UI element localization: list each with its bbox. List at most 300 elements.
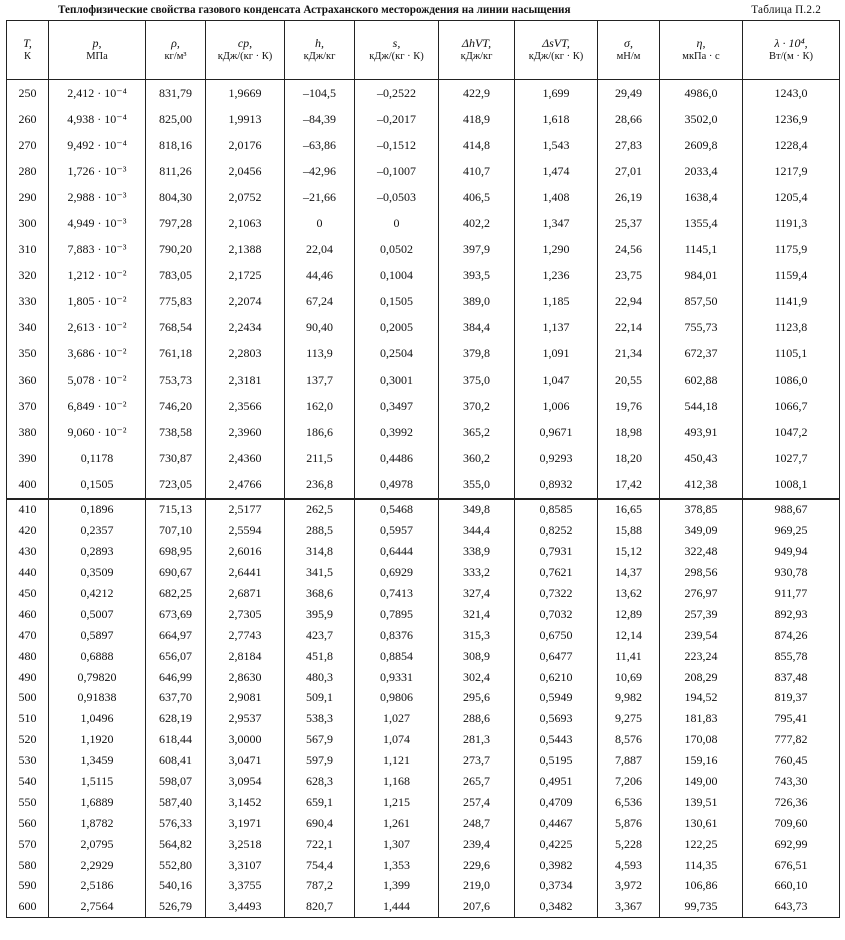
table-cell: 3,1971 (206, 813, 285, 834)
table-row (7, 688, 840, 709)
table-cell: 22,04 (285, 237, 355, 263)
table-cell: 9,492 · 10⁻⁴ (49, 132, 146, 158)
table-cell: 440 (7, 562, 49, 583)
table-row (7, 813, 840, 834)
table-cell: 211,5 (285, 445, 355, 471)
table-cell: 819,37 (743, 688, 840, 709)
table-cell: 874,26 (743, 625, 840, 646)
table-cell: 540 (7, 771, 49, 792)
table-number: Таблица П.2.2 (751, 4, 821, 16)
table-row (7, 750, 840, 771)
table-cell: 618,44 (146, 729, 206, 750)
table-cell: –104,5 (285, 80, 355, 107)
table-cell: 0,7931 (515, 541, 598, 562)
table-cell: 410,7 (439, 158, 515, 184)
table-cell: 2,7743 (206, 625, 285, 646)
table-row (7, 896, 840, 917)
column-unit: мН/м (616, 51, 641, 62)
table-cell: 1,726 · 10⁻³ (49, 158, 146, 184)
table-cell: 672,37 (660, 341, 743, 367)
table-cell: 0,91838 (49, 688, 146, 709)
table-cell: 0,3982 (515, 855, 598, 876)
column-header-8 (598, 21, 660, 80)
table-cell: 602,88 (660, 367, 743, 393)
table-cell: 911,77 (743, 583, 840, 604)
table-cell: 67,24 (285, 289, 355, 315)
table-cell: 0,3497 (355, 393, 439, 419)
table-cell: 984,01 (660, 263, 743, 289)
table-cell: 768,54 (146, 315, 206, 341)
table-cell: 451,8 (285, 646, 355, 667)
table-cell: 493,91 (660, 419, 743, 445)
table-row (7, 132, 840, 158)
table-cell: 0,6750 (515, 625, 598, 646)
table-cell: 1,699 (515, 80, 598, 107)
table-cell: 22,94 (598, 289, 660, 315)
table-cell: 410 (7, 499, 49, 521)
table-cell: 1,261 (355, 813, 439, 834)
table-cell: 753,73 (146, 367, 206, 393)
table-cell: 0,8376 (355, 625, 439, 646)
table-cell: 0,2005 (355, 315, 439, 341)
table-cell: 281,3 (439, 729, 515, 750)
table-cell: 0,0502 (355, 237, 439, 263)
table-cell: 321,4 (439, 604, 515, 625)
table-cell: 0,4978 (355, 471, 439, 498)
table-cell: 349,8 (439, 499, 515, 521)
table-cell: 746,20 (146, 393, 206, 419)
table-cell: 349,09 (660, 520, 743, 541)
table-cell: 3,3755 (206, 876, 285, 897)
table-cell: 0,7413 (355, 583, 439, 604)
table-cell: 576,33 (146, 813, 206, 834)
table-cell: 137,7 (285, 367, 355, 393)
table-cell: 1123,8 (743, 315, 840, 341)
table-cell: 0,7895 (355, 604, 439, 625)
table-cell: 1159,4 (743, 263, 840, 289)
column-unit: кДж/(кг · К) (528, 51, 584, 62)
table-cell: 302,4 (439, 667, 515, 688)
column-unit: кДж/кг (460, 51, 493, 62)
table-cell: 257,4 (439, 792, 515, 813)
table-cell: 4,593 (598, 855, 660, 876)
table-cell: 2,1063 (206, 210, 285, 236)
table-cell: 643,73 (743, 896, 840, 917)
table-cell: 1,137 (515, 315, 598, 341)
table-cell: 12,14 (598, 625, 660, 646)
table-cell: 0,7032 (515, 604, 598, 625)
table-cell: 3,3107 (206, 855, 285, 876)
column-header-2 (146, 21, 206, 80)
table-cell: 3,2518 (206, 834, 285, 855)
column-header-1 (49, 21, 146, 80)
table-cell: 420 (7, 520, 49, 541)
table-cell: 707,10 (146, 520, 206, 541)
table-cell: 0,7621 (515, 562, 598, 583)
table-cell: 322,48 (660, 541, 743, 562)
table-row (7, 792, 840, 813)
table-cell: 378,85 (660, 499, 743, 521)
table-cell: 500 (7, 688, 49, 709)
table-cell: 760,45 (743, 750, 840, 771)
column-header-6 (439, 21, 515, 80)
table-cell: 370 (7, 393, 49, 419)
table-cell: 0,3992 (355, 419, 439, 445)
table-cell: 0,5693 (515, 708, 598, 729)
table-cell: 393,5 (439, 263, 515, 289)
table-cell: 208,29 (660, 667, 743, 688)
table-cell: 3,367 (598, 896, 660, 917)
table-row (7, 499, 840, 521)
table-cell: 450 (7, 583, 49, 604)
table-cell: 0,4225 (515, 834, 598, 855)
table-cell: 0,8854 (355, 646, 439, 667)
table-cell: 298,56 (660, 562, 743, 583)
table-cell: 673,69 (146, 604, 206, 625)
table-cell: 1,9913 (206, 106, 285, 132)
table-cell: 0 (285, 210, 355, 236)
table-row (7, 289, 840, 315)
table-cell: 0,5468 (355, 499, 439, 521)
table-cell: 2,988 · 10⁻³ (49, 184, 146, 210)
table-cell: 122,25 (660, 834, 743, 855)
table-cell: 1,543 (515, 132, 598, 158)
table-cell: 90,40 (285, 315, 355, 341)
column-symbol: s, (392, 36, 401, 50)
table-cell: 2,3960 (206, 419, 285, 445)
table-cell: 820,7 (285, 896, 355, 917)
table-cell: 0,3482 (515, 896, 598, 917)
table-row (7, 80, 840, 107)
table-cell: 0,6444 (355, 541, 439, 562)
table-cell: 1027,7 (743, 445, 840, 471)
table-row (7, 445, 840, 471)
table-cell: 837,48 (743, 667, 840, 688)
column-header-3 (206, 21, 285, 80)
table-cell: 676,51 (743, 855, 840, 876)
table-row (7, 341, 840, 367)
column-symbol: σ, (624, 36, 633, 50)
column-unit: кДж/(кг · К) (217, 51, 273, 62)
column-header-4 (285, 21, 355, 80)
table-cell: 715,13 (146, 499, 206, 521)
column-header-9 (660, 21, 743, 80)
table-cell: 480,3 (285, 667, 355, 688)
table-row (7, 393, 840, 419)
table-cell: 186,6 (285, 419, 355, 445)
table-cell: 2,7305 (206, 604, 285, 625)
table-cell: 9,275 (598, 708, 660, 729)
table-cell: 106,86 (660, 876, 743, 897)
table-cell: 290 (7, 184, 49, 210)
table-cell: 1,5115 (49, 771, 146, 792)
table-cell: 690,4 (285, 813, 355, 834)
table-cell: 288,6 (439, 708, 515, 729)
table-cell: –0,2017 (355, 106, 439, 132)
table-cell: 355,0 (439, 471, 515, 498)
table-body-group-2 (7, 499, 840, 918)
table-cell: 18,20 (598, 445, 660, 471)
table-cell: 1355,4 (660, 210, 743, 236)
table-cell: 509,1 (285, 688, 355, 709)
table-cell: 1,444 (355, 896, 439, 917)
table-cell: 783,05 (146, 263, 206, 289)
table-cell: 300 (7, 210, 49, 236)
table-cell: 795,41 (743, 708, 840, 729)
table-cell: 754,4 (285, 855, 355, 876)
table-cell: 564,82 (146, 834, 206, 855)
table-cell: 29,49 (598, 80, 660, 107)
table-cell: 4,938 · 10⁻⁴ (49, 106, 146, 132)
table-cell: 988,67 (743, 499, 840, 521)
table-cell: 730,87 (146, 445, 206, 471)
header-row (7, 21, 840, 80)
table-cell: 0,3001 (355, 367, 439, 393)
table-cell: 288,5 (285, 520, 355, 541)
table-cell: 341,5 (285, 562, 355, 583)
table-cell: 314,8 (285, 541, 355, 562)
table-row (7, 667, 840, 688)
table-cell: 1236,9 (743, 106, 840, 132)
table-row (7, 237, 840, 263)
table-cell: 6,849 · 10⁻² (49, 393, 146, 419)
table-cell: 590 (7, 876, 49, 897)
table-cell: 1,9669 (206, 80, 285, 107)
table-cell: 2,2434 (206, 315, 285, 341)
table-cell: 11,41 (598, 646, 660, 667)
table-cell: 818,16 (146, 132, 206, 158)
table-cell: 628,3 (285, 771, 355, 792)
table-cell: 1,474 (515, 158, 598, 184)
table-cell: 28,66 (598, 106, 660, 132)
table-row (7, 604, 840, 625)
column-header-7 (515, 21, 598, 80)
table-cell: 831,79 (146, 80, 206, 107)
table-cell: 892,93 (743, 604, 840, 625)
table-cell: 0,4951 (515, 771, 598, 792)
table-cell: 3502,0 (660, 106, 743, 132)
table-cell: 2,2803 (206, 341, 285, 367)
table-cell: 1,1920 (49, 729, 146, 750)
table-cell: 389,0 (439, 289, 515, 315)
table-title: Теплофизические свойства газового конденсата Астраханского месторождения на линии насыщения (58, 4, 571, 16)
table-cell: –21,66 (285, 184, 355, 210)
table-cell: 682,25 (146, 583, 206, 604)
table-cell: 1141,9 (743, 289, 840, 315)
table-cell: 1,027 (355, 708, 439, 729)
table-cell: 340 (7, 315, 49, 341)
table-cell: 530 (7, 750, 49, 771)
table-cell: 5,078 · 10⁻² (49, 367, 146, 393)
table-cell: 646,99 (146, 667, 206, 688)
table-cell: 14,37 (598, 562, 660, 583)
table-row (7, 106, 840, 132)
table-cell: 460 (7, 604, 49, 625)
table-row (7, 541, 840, 562)
table-cell: 265,7 (439, 771, 515, 792)
table-cell: 2,4360 (206, 445, 285, 471)
table-cell: 6,536 (598, 792, 660, 813)
table-cell: 24,56 (598, 237, 660, 263)
table-cell: 0,6888 (49, 646, 146, 667)
table-cell: 0,8252 (515, 520, 598, 541)
table-cell: 787,2 (285, 876, 355, 897)
table-cell: 1066,7 (743, 393, 840, 419)
table-body-group-1 (7, 80, 840, 499)
table-cell: 1,408 (515, 184, 598, 210)
column-unit: кг/м³ (164, 51, 187, 62)
table-cell: 270 (7, 132, 49, 158)
table-cell: 3,0954 (206, 771, 285, 792)
table-cell: 7,883 · 10⁻³ (49, 237, 146, 263)
table-row (7, 184, 840, 210)
table-cell: 113,9 (285, 341, 355, 367)
table-cell: 1228,4 (743, 132, 840, 158)
table-row (7, 210, 840, 236)
table-cell: 9,060 · 10⁻² (49, 419, 146, 445)
table-cell: 130,61 (660, 813, 743, 834)
table-cell: 10,69 (598, 667, 660, 688)
table-cell: 722,1 (285, 834, 355, 855)
table-cell: 5,228 (598, 834, 660, 855)
table-cell: 949,94 (743, 541, 840, 562)
table-cell: 0,7322 (515, 583, 598, 604)
table-cell: 2,412 · 10⁻⁴ (49, 80, 146, 107)
table-cell: 248,7 (439, 813, 515, 834)
table-cell: 406,5 (439, 184, 515, 210)
table-cell: 0,6929 (355, 562, 439, 583)
table-cell: 344,4 (439, 520, 515, 541)
table-cell: 338,9 (439, 541, 515, 562)
table-cell: 1,290 (515, 237, 598, 263)
table-cell: 804,30 (146, 184, 206, 210)
table-cell: 790,20 (146, 237, 206, 263)
table-cell: 656,07 (146, 646, 206, 667)
table-cell: 825,00 (146, 106, 206, 132)
table-cell: 4,949 · 10⁻³ (49, 210, 146, 236)
table-cell: 310 (7, 237, 49, 263)
table-cell: 0,5443 (515, 729, 598, 750)
table-cell: 368,6 (285, 583, 355, 604)
column-unit: Вт/(м · К) (769, 51, 813, 62)
table-cell: 3,972 (598, 876, 660, 897)
table-cell: 0,2504 (355, 341, 439, 367)
table-cell: 7,887 (598, 750, 660, 771)
table-cell: 811,26 (146, 158, 206, 184)
table-cell: 1205,4 (743, 184, 840, 210)
table-cell: –0,1007 (355, 158, 439, 184)
table-cell: 550 (7, 792, 49, 813)
table-cell: 2033,4 (660, 158, 743, 184)
table-cell: 1243,0 (743, 80, 840, 107)
table-cell: 0,3734 (515, 876, 598, 897)
table-cell: 27,83 (598, 132, 660, 158)
table-row (7, 562, 840, 583)
table-cell: 276,97 (660, 583, 743, 604)
table-cell: 21,34 (598, 341, 660, 367)
table-cell: 0,4467 (515, 813, 598, 834)
table-cell: 315,3 (439, 625, 515, 646)
table-cell: –0,2522 (355, 80, 439, 107)
table-cell: 1,168 (355, 771, 439, 792)
column-symbol: λ · 10⁴, (774, 36, 808, 50)
table-row (7, 646, 840, 667)
table-caption (6, 4, 839, 20)
table-cell: 17,42 (598, 471, 660, 498)
table-cell: 0,2357 (49, 520, 146, 541)
table-cell: 25,37 (598, 210, 660, 236)
table-cell: 0,1896 (49, 499, 146, 521)
table-cell: 16,65 (598, 499, 660, 521)
table-cell: 181,83 (660, 708, 743, 729)
table-cell: 1,047 (515, 367, 598, 393)
table-cell: 570 (7, 834, 49, 855)
table-cell: 1638,4 (660, 184, 743, 210)
table-cell: 207,6 (439, 896, 515, 917)
table-cell: 0,6477 (515, 646, 598, 667)
table-cell: 9,982 (598, 688, 660, 709)
table-row (7, 583, 840, 604)
table-cell: 637,70 (146, 688, 206, 709)
table-cell: 0,1004 (355, 263, 439, 289)
table-cell: 0,3509 (49, 562, 146, 583)
table-cell: 0,4709 (515, 792, 598, 813)
table-cell: 139,51 (660, 792, 743, 813)
table-cell: –0,0503 (355, 184, 439, 210)
column-unit: кДж/(кг · К) (369, 51, 424, 62)
table-row (7, 834, 840, 855)
table-cell: 0,8585 (515, 499, 598, 521)
column-unit: кДж/кг (303, 51, 336, 62)
column-symbol: ΔhVT, (461, 36, 492, 50)
table-cell: 2,1388 (206, 237, 285, 263)
table-cell: 777,82 (743, 729, 840, 750)
table-cell: 0,5195 (515, 750, 598, 771)
table-cell: 628,19 (146, 708, 206, 729)
table-cell: 2609,8 (660, 132, 743, 158)
table-cell: 538,3 (285, 708, 355, 729)
table-row (7, 315, 840, 341)
table-cell: 412,38 (660, 471, 743, 498)
table-cell: 1,307 (355, 834, 439, 855)
table-cell: 690,67 (146, 562, 206, 583)
table-cell: 2,8630 (206, 667, 285, 688)
table-cell: 580 (7, 855, 49, 876)
table-cell: 660,10 (743, 876, 840, 897)
table-cell: 414,8 (439, 132, 515, 158)
table-row (7, 367, 840, 393)
column-unit: МПа (86, 51, 108, 62)
table-cell: 1,6889 (49, 792, 146, 813)
table-row (7, 520, 840, 541)
table-cell: 15,88 (598, 520, 660, 541)
table-cell: 0 (355, 210, 439, 236)
table-cell: 1,212 · 10⁻² (49, 263, 146, 289)
table-cell: 526,79 (146, 896, 206, 917)
table-cell: 257,39 (660, 604, 743, 625)
table-cell: 370,2 (439, 393, 515, 419)
table-cell: 969,25 (743, 520, 840, 541)
table-cell: 2,6871 (206, 583, 285, 604)
table-cell: 544,18 (660, 393, 743, 419)
properties-table (6, 20, 840, 918)
table-cell: 390 (7, 445, 49, 471)
table-cell: 0,4486 (355, 445, 439, 471)
table-cell: 360 (7, 367, 49, 393)
table-cell: 0,4212 (49, 583, 146, 604)
table-cell: 2,0752 (206, 184, 285, 210)
table-cell: 250 (7, 80, 49, 107)
